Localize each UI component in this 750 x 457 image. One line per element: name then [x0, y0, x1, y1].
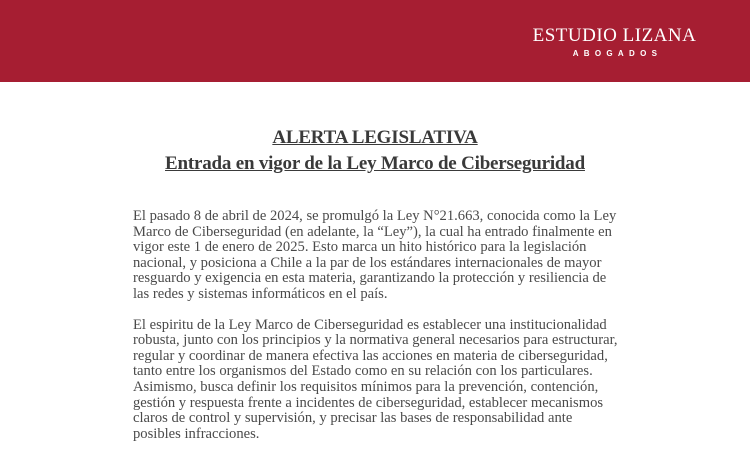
document-title: ALERTA LEGISLATIVA [272, 127, 478, 148]
document-heading [0, 125, 750, 177]
logo-name: ESTUDIO LIZANA [532, 25, 697, 46]
paragraph: El pasado 8 de abril de 2024, se promulgó la Ley N°21.663, conocida como la Ley Marco de Ciberseguridad (en adelante, la “Ley”), la cual ha entrado finalmente en vigor este 1 de enero de 2025. Esto marca un hito histórico para la legislación nacional, y posiciona a Chile a la par de los estándares internacionales de mayor resguardo y exigencia en esta materia, garantizando la protección y resiliencia de las redes y sistemas informáticos en el país. [133, 208, 617, 302]
document-subtitle: Entrada en vigor de la Ley Marco de Ciberseguridad [165, 153, 585, 174]
header-banner [0, 0, 750, 82]
logo-subtitle: ABOGADOS [572, 49, 663, 58]
firm-logo [527, 25, 702, 60]
document-body [133, 209, 618, 457]
paragraph: El espiritu de la Ley Marco de Ciberseguridad es establecer una institucionalidad robusta, junto con los principios y la normativa general necesarios para estructurar, regular y coordinar de manera efectiva las acciones en materia de ciberseguridad, tanto entre los organismos del Estado como en su relación con los particulares. Asimismo, busca definir los requisitos mínimos para la prevención, contención, gestión y respuesta frente a incidentes de ciberseguridad, establecer mecanismos claros de control y supervisión, y precisar las bases de responsabilidad ante posibles infracciones. [133, 316, 618, 442]
